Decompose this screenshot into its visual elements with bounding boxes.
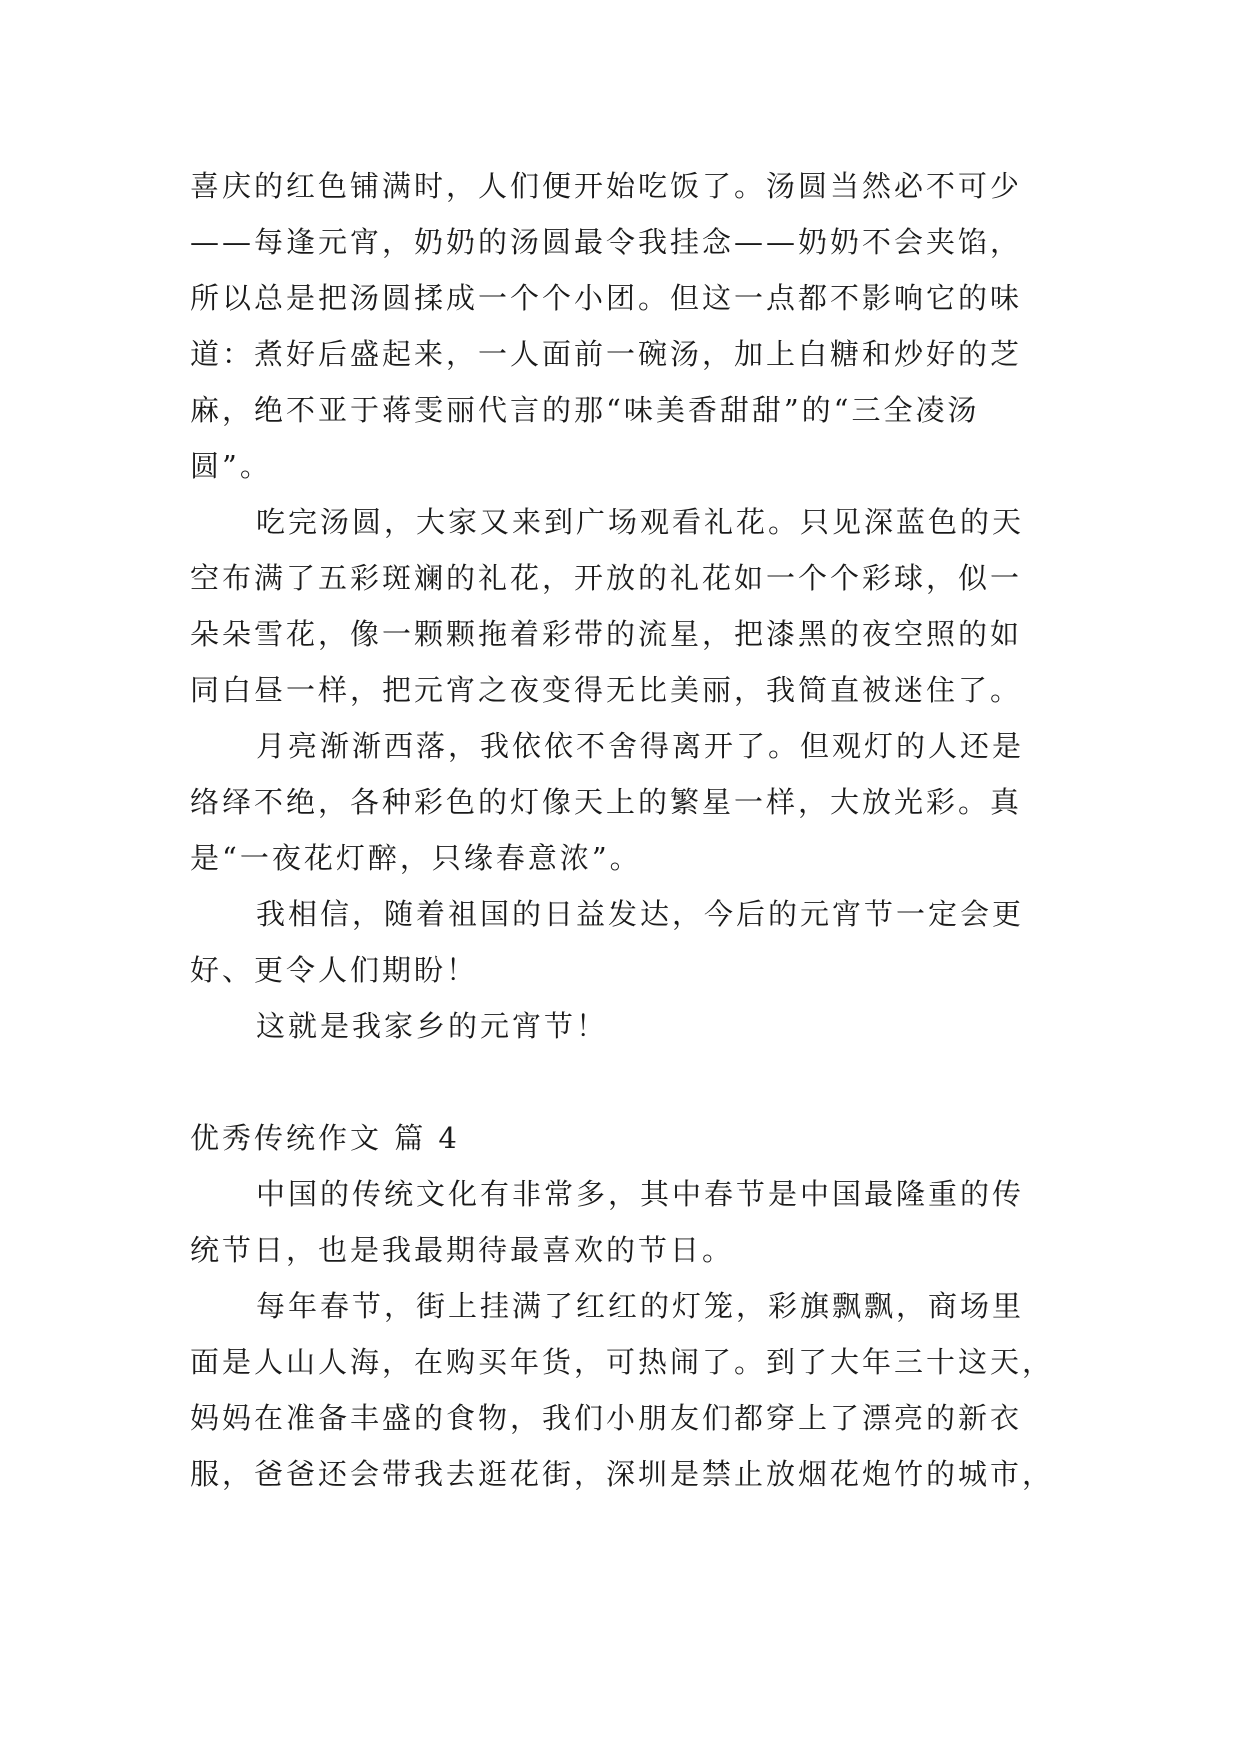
text-line: 妈妈在准备丰盛的食物，我们小朋友们都穿上了漂亮的新衣 [190, 1401, 1023, 1435]
paragraph-first-line: 吃完汤圆，大家又来到广场观看礼花。只见深蓝色的天 [256, 505, 1025, 539]
paragraph-first-line: 每年春节，街上挂满了红红的灯笼，彩旗飘飘，商场里 [256, 1289, 1025, 1323]
text-line: 道：煮好后盛起来，一人面前一碗汤，加上白糖和炒好的芝 [190, 337, 1023, 371]
text-line: 空布满了五彩斑斓的礼花，开放的礼花如一个个彩球，似一 [190, 561, 1023, 595]
text-line: 喜庆的红色铺满时，人们便开始吃饭了。汤圆当然必不可少 [190, 169, 1023, 203]
text-line: 麻，绝不亚于蒋雯丽代言的那“味美香甜甜”的“三全凌汤 [190, 393, 980, 427]
paragraph-first-line: 我相信，随着祖国的日益发达，今后的元宵节一定会更 [256, 897, 1025, 931]
paragraph-first-line: 这就是我家乡的元宵节！ [256, 1009, 609, 1043]
text-line: 同白昼一样，把元宵之夜变得无比美丽，我简直被迷住了。 [190, 673, 1023, 707]
text-line: 圆”。 [190, 449, 272, 483]
text-line: 所以总是把汤圆揉成一个个小团。但这一点都不影响它的味 [190, 281, 1023, 315]
text-line: 服，爸爸还会带我去逛花街，深圳是禁止放烟花炮竹的城市， [190, 1457, 1055, 1491]
paragraph-first-line: 中国的传统文化有非常多，其中春节是中国最隆重的传 [256, 1177, 1025, 1211]
text-line: ——每逢元宵，奶奶的汤圆最令我挂念——奶奶不会夹馅， [190, 225, 1023, 259]
text-line: 络绎不绝，各种彩色的灯像天上的繁星一样，大放光彩。真 [190, 785, 1023, 819]
text-line: 统节日，也是我最期待最喜欢的节日。 [190, 1233, 735, 1267]
text-line: 是“一夜花灯醉，只缘春意浓”。 [190, 841, 642, 875]
text-line: 好、更令人们期盼！ [190, 953, 479, 987]
text-line: 面是人山人海，在购买年货，可热闹了。到了大年三十这天， [190, 1345, 1055, 1379]
section-heading: 优秀传统作文 篇 4 [190, 1121, 460, 1155]
text-line: 朵朵雪花，像一颗颗拖着彩带的流星，把漆黑的夜空照的如 [190, 617, 1023, 651]
paragraph-first-line: 月亮渐渐西落，我依依不舍得离开了。但观灯的人还是 [256, 729, 1025, 763]
